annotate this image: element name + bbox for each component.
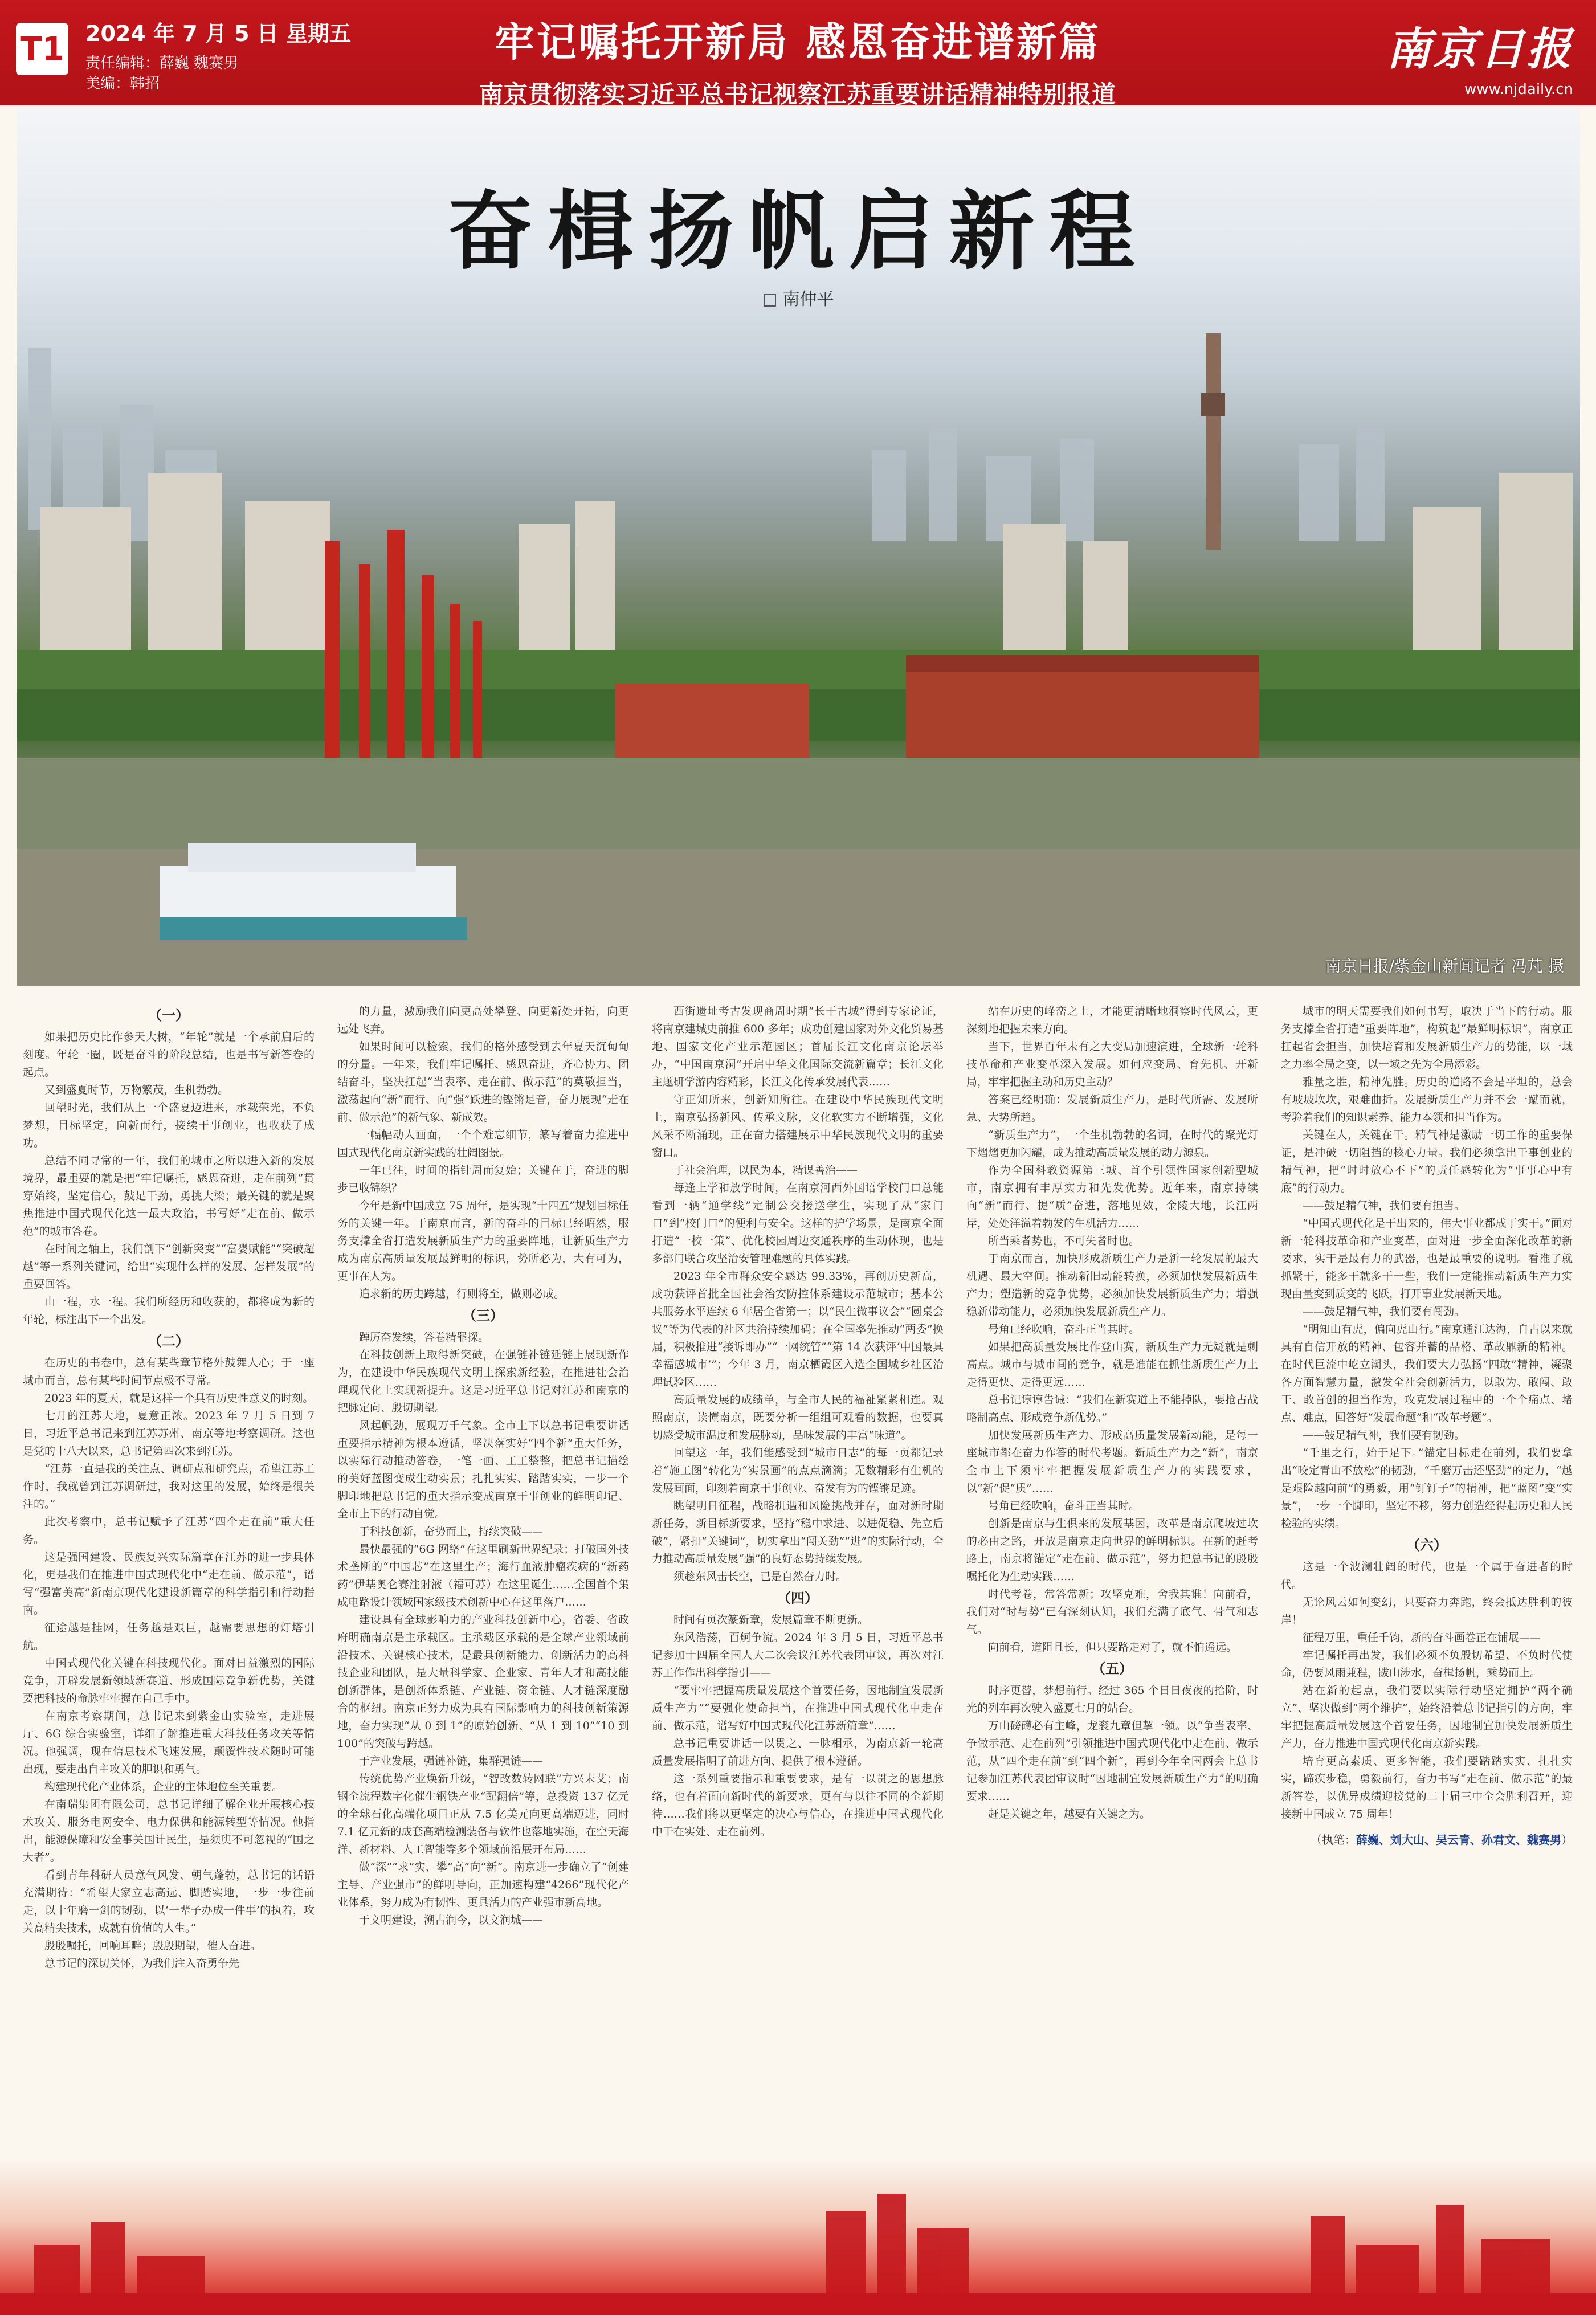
article-paragraph: 无论风云如何变幻，只要奋力奔跑，终会抵达胜利的彼岸！ bbox=[1281, 1596, 1573, 1626]
article-paragraph: 看到青年科研人员意气风发、朝气蓬勃，总书记的话语充满期待：“希望大家立志高远、脚踏实地，一步一步往前走，以十年磨一剑的韧劲，以‘一辈子办成一件事’的执着，攻关高精尖技术，成就有价值的人生。” bbox=[23, 1869, 315, 1934]
article-paragraph: 于南京而言，加快形成新质生产力是新一轮发展的最大机遇、最大空间。推动新旧动能转换，必须加快发展新质生产力；塑造新的竞争优势，必须加快发展新质生产力；增强稳新带动能力，必须加快发展新质生产力。 bbox=[966, 1252, 1258, 1318]
newspaper-logo: 南京日报 bbox=[1386, 23, 1573, 75]
article-paragraph: 号角已经吹响，奋斗正当其时。 bbox=[988, 1500, 1140, 1512]
article-paragraph: 这一系列重要指示和重要要求，是有一以贯之的思想脉络，也有着面向新时代的新要求，更有与以往不同的全新期待……我们将以更坚定的决心与信心，在推进中国式现代化中干在实处、走在前列。 bbox=[652, 1773, 944, 1838]
article-paragraph: 传统优势产业焕新升级，“智改数转网联”方兴未艾；南钢全流程数字化催生钢铁产业“配翻倍”等，总投资 137 亿元的全球石化高端化项目正从 7.5 亿美元向更高端迈进，同时 7.1 亿元新的成套高端检测装备与软件也落地实施，在空天海洋、新材料、人工智能等多个领域前沿展开布局…… bbox=[337, 1773, 629, 1856]
article-paragraph: 于科技创新，奋势而上，持续突破—— bbox=[359, 1525, 544, 1538]
article-paragraph: 建设具有全球影响力的产业科技创新中心，省委、省政府明确南京是主承载区。主承载区承载的是全球产业领域前沿技术、关键核心技术，是最具创新能力、创新活力的高科技企业和团队，是大量科学家、企业家、青年人才和高技能创新群体，是创新体系链、产业链、资金链、人才链深度融合的枢纽。南京正努力成为具有国际影响力的科技创新策源地，奋力实现“从 0 到 1”的原始创新、“从 1 到 10”“10 到 100”的突破与跨越。 bbox=[337, 1614, 629, 1750]
article-paragraph: “要牢牢把握高质量发展这个首要任务，因地制宜发展新质生产力”“要强化使命担当，在推进中国式现代化中走在前、做示范，谱写好中国式现代化江苏新篇章”…… bbox=[652, 1684, 944, 1732]
article-paragraph: 须趁东风击长空，已是自然奋力时。 bbox=[673, 1570, 847, 1583]
article-paragraph: 关键在人，关键在干。精气神是激励一切工作的重要保证，是冲破一切阻挡的核心力量。我们必须拿出干事创业的精气神，把“时时放心不下”的责任感转化为“事事心中有底”的行动力。 bbox=[1281, 1129, 1573, 1194]
article-paragraph: 2023 年全市群众安全感达 99.33%，再创历史新高，成功获评首批全国社会治安防控体系建设示范城市；基本公共服务水平连续 6 年居全省第一；以“民生微事议会”“圆桌会议”等为代表的社区共治持续加码；在全国率先推动“两委”换届，积极推进“接诉即办”“一网统管”“第 14 次获评‘中国最具幸福感城市’”；今年 3 月，南京栖霞区入选全国城乡社区治理试验区…… bbox=[652, 1270, 944, 1389]
article-paragraph: 征程万里，重任千钧，新的奋斗画卷正在铺展—— bbox=[1303, 1631, 1541, 1644]
article-paragraph: 每逢上学和放学时间，在南京河西外国语学校门口总能看到一辆“通学线”定制公交接送学生，实现了从“家门口”到“校门口”的便利与安全。这样的护学场景，是南京全面打造“一校一策”、优化校园周边交通秩序的生动体现，也是多部门联合攻坚治安管理难题的具体实践。 bbox=[652, 1182, 944, 1265]
section-heading: （六） bbox=[1406, 1537, 1447, 1553]
headline: 奋楫扬帆启新程 bbox=[447, 181, 1150, 281]
article-paragraph: 于产业发展，强链补链，集群强链—— bbox=[359, 1755, 544, 1767]
article-paragraph: 又到盛夏时节，万物繁茂，生机勃勃。 bbox=[44, 1084, 229, 1096]
article-paragraph: 这是一个波澜壮阔的时代，也是一个属于奋进者的时代。 bbox=[1281, 1561, 1573, 1591]
article-column-3 bbox=[652, 1003, 944, 2148]
article-paragraph: ——鼓足精气神，我们要有闯劲。 bbox=[1303, 1305, 1466, 1318]
article-paragraph: 号角已经吹响，奋斗正当其时。 bbox=[988, 1323, 1140, 1336]
article-paragraph: 在科技创新上取得新突破，在强链补链延链上展现新作为，在建设中华民族现代文明上探索新经验，在推进社会治理现代化上实现新提升。这是习近平总书记对江苏和南京的把脉定向、殷切期望。 bbox=[337, 1349, 629, 1414]
article-paragraph: 中国式现代化关键在科技现代化。面对日益激烈的国际竞争，开辟发展新领域新赛道、形成国际竞争新优势，关键要把科技的命脉牢牢握在自己手中。 bbox=[23, 1657, 315, 1705]
credits-suffix: ） bbox=[1561, 1833, 1573, 1847]
topic-title: 牢记嘱托开新局 感恩奋进谱新篇 bbox=[494, 19, 1101, 66]
section-heading: （二） bbox=[148, 1333, 189, 1349]
newspaper-brand bbox=[1386, 14, 1573, 98]
article-paragraph: 站在历史的峰峦之上，才能更清晰地洞察时代风云，更深刻地把握未来方向。 bbox=[966, 1005, 1258, 1035]
designer-credit: 美编：韩招 bbox=[85, 75, 160, 92]
article-paragraph: 如果把历史比作参天大树，“年轮”就是一个承前启后的刻度。年轮一圈，既是奋斗的阶段总结，也是书写新答卷的起点。 bbox=[23, 1031, 315, 1079]
article-paragraph: 时代考卷，常答常新；攻坚克难，舍我其谁！向前看，我们对“时与势”已有深刻认知，我们充满了底气、骨气和志气。 bbox=[966, 1588, 1258, 1636]
article-paragraph: 这是强国建设、民族复兴实际篇章在江苏的进一步具体化，更是我们在推进中国式现代化中“走在前、做示范”，谱写“强富美高”新南京现代化建设新篇章的科学指引和行动指南。 bbox=[23, 1551, 315, 1616]
article-paragraph: 守正知所来，创新知所往。在建设中华民族现代文明上，南京弘扬新风、传承文脉，文化软实力不断增强，文化风采不断涌现，正在奋力搭建展示中华民族现代文明的重要窗口。 bbox=[652, 1093, 944, 1159]
article-paragraph: 城市的明天需要我们如何书写，取决于当下的行动。服务支撑全省打造“重要阵地”，构筑起“最鲜明标识”，南京正扛起省会担当，加快培育和发展新质生产力的势能，以一域之力率全局之变，以一域之先为全局添彩。 bbox=[1281, 1005, 1573, 1071]
article-paragraph: 做“深”“求”实、攀“高”向“新”。南京进一步确立了“创建主导、产业强市”的鲜明导向，正加速构建“4266”现代化产业体系，努力成为有韧性、更具活力的产业强市新高地。 bbox=[337, 1861, 629, 1909]
article-paragraph: 一幅幅动人画面，一个个难忘细节，篆写着奋力推进中国式现代化南京新实践的壮阔图景。 bbox=[337, 1129, 629, 1159]
article-paragraph: 此次考察中，总书记赋予了江苏“四个走在前”重大任务。 bbox=[23, 1516, 315, 1546]
article-paragraph: 牢记嘱托再出发，我们必须不负殷切希望、不负时代使命，仍要风雨兼程，跋山涉水，奋楫扬帆，乘势而上。 bbox=[1281, 1649, 1573, 1679]
article-paragraph: 构建现代化产业体系，企业的主体地位至关重要。 bbox=[44, 1781, 283, 1793]
newspaper-url: www.njdaily.cn bbox=[1464, 81, 1573, 98]
article-paragraph: 总书记重要讲话一以贯之、一脉相承，为南京新一轮高质量发展指明了前进方向、提供了根本遵循。 bbox=[652, 1737, 944, 1767]
article-paragraph: 如果把高质量发展比作登山赛，新质生产力无疑就是刺高点。城市与城市间的竞争，就是谁能在抓住新质生产力上走得更快、走得更远…… bbox=[966, 1341, 1258, 1389]
topic-banner bbox=[433, 10, 1162, 110]
byline-author: 南仲平 bbox=[782, 289, 834, 309]
article-column-5 bbox=[1281, 1003, 1573, 2148]
article-paragraph: 站在新的起点，我们要以实际行动坚定拥护“两个确立”、坚决做到“两个维护”，始终沿着总书记指引的方向，牢牢把握高质量发展这个首要任务，因地制宜加快发展新质生产力，奋力推进中国式现代化南京新实践。 bbox=[1281, 1684, 1573, 1750]
credits-names: 薛巍、刘大山、吴云青、孙君文、魏赛男 bbox=[1356, 1833, 1561, 1847]
article-paragraph: 风起帆劲，展现万千气象。全市上下以总书记重要讲话重要指示精神为根本遵循，坚决落实好“四个新”重大任务，以实际行动推动答卷，一笔一画、工工整整，把总书记描绘的美好蓝图变成生动实景；扎扎实实、踏踏实实，一步一个脚印地把总书记的重大指示变成南京干事创业的鲜明印记、全市上下的行动自觉。 bbox=[337, 1419, 629, 1520]
article-paragraph: 当下，世界百年未有之大变局加速演进，全球新一轮科技革命和产业变革深入发展。如何应变局、育先机、开新局，牢牢把握主动和历史主动？ bbox=[966, 1040, 1258, 1088]
section-heading: （四） bbox=[777, 1590, 818, 1606]
article-paragraph: 时序更替，梦想前行。经过 365 个日日夜夜的拾阶，时光的列车再次驶入盛夏七月的站台。 bbox=[966, 1684, 1258, 1714]
article-paragraph: 征途越是挂网，任务越是艰巨，越需要思想的灯塔引航。 bbox=[23, 1622, 315, 1652]
article-paragraph: 西街遗址考古发现商周时期“长干古城”得到专家论证，将南京建城史前推 600 多年；成功创建国家对外文化贸易基地、国家文化产业示范园区；首届长江文化南京论坛举办，“中国南京洞”开启中华文化国际交流新篇章；长江文化主题研学游内容精彩，长江文化传承发展代表…… bbox=[652, 1005, 944, 1088]
article-paragraph: 追求新的历史跨越，行则将至，做则必成。 bbox=[359, 1288, 565, 1300]
section-heading: （一） bbox=[148, 1007, 189, 1023]
article-paragraph: 所当乘者势也，不可失者时也。 bbox=[988, 1235, 1140, 1247]
article-paragraph: 万山磅礴必有主峰，龙衮九章但挈一领。以“争当表率、争做示范、走在前列”引领推进中国式现代化中走在前、做示范，从“四个走在前”到“四个新”，再到今年全国两会上总书记参加江苏代表团审议时“因地制宜发展新质生产力”的明确要求…… bbox=[966, 1720, 1258, 1803]
page-number: T1 bbox=[16, 23, 68, 75]
topic-subtitle: 南京贯彻落实习近平总书记视察江苏重要讲话精神特别报道 bbox=[479, 80, 1116, 108]
article-paragraph: “新质生产力”，一个生机勃勃的名词，在时代的聚光灯下熠熠更加闪耀，成为推动高质量发展的动力源泉。 bbox=[966, 1129, 1258, 1159]
article-column-4 bbox=[966, 1003, 1258, 2148]
edition-meta bbox=[85, 16, 351, 94]
article-paragraph: 在历史的书卷中，总有某些章节格外鼓舞人心；于一座城市而言，总有某些时间节点极不寻常。 bbox=[23, 1357, 315, 1387]
article-body bbox=[23, 1003, 1573, 2148]
article-column-1 bbox=[23, 1003, 315, 2148]
article-paragraph: “明知山有虎，偏向虎山行。”南京通江达海，自古以来就具有自信开放的精神、包容并蓄的品格、革故鼎新的精神。在时代巨流中屹立潮头，我们要大力弘扬“四敢”精神，凝聚各方面智慧力量，激发全社会创新活力，以敢为、敢闯、敢干、敢首创的担当作为，攻克发展过程中的一个个痛点、堵点、难点，回答好“发展命题”和“改革考题”。 bbox=[1281, 1323, 1573, 1424]
article-paragraph: 总书记谆谆告诫：“我们在新赛道上不能掉队，要抢占战略制高点、形成竞争新优势。” bbox=[966, 1394, 1258, 1424]
article-paragraph: 在南瑞集团有限公司，总书记详细了解企业开展核心技术攻关、服务电网安全、电力保供和能源转型等情况。他指出，能源保障和安全事关国计民生，是须臾不可忽视的“国之大者”。 bbox=[23, 1798, 315, 1864]
issue-date: 2024 年 7 月 5 日 星期五 bbox=[85, 21, 352, 46]
article-paragraph: 2023 年的夏天，就是这样一个具有历史性意义的时刻。 bbox=[44, 1392, 314, 1404]
skyline-silhouette bbox=[0, 2159, 1596, 2315]
article-paragraph: 作为全国科教资源第三城、首个引领性国家创新型城市，南京拥有丰厚实力和先发优势。近年来，南京持续向“新”而行、提“质”奋进，落地见效，金陵大地，长江两岸，处处洋溢着勃发的生机活力…… bbox=[966, 1164, 1258, 1230]
article-paragraph: 一年已往，时间的指针周而复始；关键在于，奋进的脚步已收锦织？ bbox=[337, 1164, 629, 1194]
article-paragraph: “江苏一直是我的关注点、调研点和研究点，希望江苏工作时，我就曾到江苏调研过，我对这里的发展，始终是很关注的。” bbox=[23, 1463, 315, 1510]
article-paragraph: 向前看，道阻且长，但只要路走对了，就不怕遥远。 bbox=[988, 1641, 1238, 1653]
article-paragraph: 山一程，水一程。我们所经历和收获的，都将成为新的年轮，标注出下一个出发。 bbox=[23, 1296, 315, 1326]
article-paragraph: 殷殷嘱托，回响耳畔；殷殷期望，催人奋进。 bbox=[44, 1940, 262, 1952]
article-paragraph: ——鼓足精气神，我们要有担当。 bbox=[1303, 1199, 1466, 1212]
article-paragraph: 如果时间可以检索，我们的格外感受到去年夏天沉甸甸的分量。一年来，我们牢记嘱托、感恩奋进，齐心协力、团结奋斗，坚决扛起“当表率、走在前、做示范”的莫敬担当，激荡起向“新”而行、向“强”跃进的铿锵足音，奋力展现“走在前、做示范”的新气象、新成效。 bbox=[337, 1040, 629, 1124]
article-paragraph: 时间有页次篆新章，发展篇章不断更新。 bbox=[673, 1614, 869, 1626]
article-paragraph: 答案已经明确：发展新质生产力，是时代所需、发展所急、大势所趋。 bbox=[966, 1093, 1258, 1124]
author-credits bbox=[1281, 1831, 1573, 1849]
article-paragraph: 眺望明日征程，战略机遇和风险挑战并存，面对新时期新任务，新目标新要求，坚持“稳中求进、以进促稳、先立后破”，紧扣“关键词”，切实拿出“闯关劲”“进”的实际行动，全力推动高质量发展“强”的良好态势持续发展。 bbox=[652, 1500, 944, 1565]
editor-credit: 责任编辑：薛巍 魏赛男 bbox=[85, 55, 239, 72]
article-paragraph: 东风浩荡，百舸争流。2024 年 3 月 5 日，习近平总书记参加十四届全国人大二次会议江苏代表团审议，再次对江苏工作作出科学指引—— bbox=[652, 1631, 944, 1679]
article-paragraph: 高质量发展的成绩单，与全市人民的福祉紧紧相连。观照南京，读懂南京，既要分析一组组可观看的数据，也要真切感受城市温度和发展脉动，品味发展的丰富“味道”。 bbox=[652, 1394, 944, 1442]
article-paragraph: 加快发展新质生产力、形成高质量发展新动能，是每一座城市都在奋力作答的时代考题。新质生产力之“新”，南京全市上下须牢牢把握发展新质生产力的实践要求，以“新”促“质”…… bbox=[966, 1429, 1258, 1495]
article-paragraph: 回望时光，我们从上一个盛夏迈进来，承载荣光，不负梦想，目标坚定，向新而行，接续干事创业，也收获了成功。 bbox=[23, 1101, 315, 1149]
article-paragraph: 今年是新中国成立 75 周年，是实现“十四五”规划目标任务的关键一年。于南京而言，新的奋斗的目标已经昭然，服务支撑全省打造发展新质生产力的重要阵地，让新质生产力成为南京高质量发展最鲜明的标识，势所必为，大有可为，更事在人为。 bbox=[337, 1199, 629, 1283]
article-paragraph: 总结不同寻常的一年，我们的城市之所以进入新的发展境界，最重要的就是把“牢记嘱托，感恩奋进，走在前列”贯穿始终，坚定信心，鼓足干劲，勇挑大梁；最关键的就是聚焦推进中国式现代化这一最大政治，书写好“走在前、做示范”的城市答卷。 bbox=[23, 1154, 315, 1238]
byline bbox=[17, 285, 1580, 310]
article-paragraph: 培育更高素质、更多智能，我们要踏踏实实、扎扎实实，蹄疾步稳，勇毅前行，奋力书写“走在前、做示范”的最新答卷，以优异成绩迎接党的二十届三中全会胜利召开，迎接新中国成立 75 周年！ bbox=[1281, 1755, 1573, 1820]
article-paragraph: 在时间之轴上，我们剖下“创新突变”“富婴赋能”“突破超越”等一系列关键词，给出“实现什么样的发展、怎样发展”的重要回答。 bbox=[23, 1243, 315, 1291]
article-paragraph: 创新是南京与生俱来的发展基因，改革是南京爬坡过坎的必由之路，开放是南京走向世界的鲜明标识。在新的赶考路上，南京将锚定“走在前、做示范”，努力把总书记的殷殷嘱托化为生动实践…… bbox=[966, 1517, 1258, 1583]
article-column-2 bbox=[337, 1003, 629, 2148]
article-paragraph: 的力量，激励我们向更高处攀登、向更新处开拓，向更远处飞奔。 bbox=[337, 1005, 629, 1035]
article-paragraph: 于文明建设，溯古润今，以文润城—— bbox=[359, 1914, 544, 1926]
hero-photo bbox=[17, 108, 1580, 986]
article-paragraph: “中国式现代化是干出来的，伟大事业都成于实干。”面对新一轮科技革命和产业变革，面对进一步全面深化改革的新要求，实干是最有力的武器，也是最重要的说明。看准了就抓紧干，能多干就多干一些，我们一定能推动新质生产力实现由量变到质变的飞跃，打开事业发展新天地。 bbox=[1281, 1217, 1573, 1300]
article-paragraph: “千里之行，始于足下。”锚定目标走在前列，我们要拿出“咬定青山不放松”的韧劲，“千磨万击还坚劲”的定力，“越是艰险越向前”的勇毅，用“钉钉子”的精神，把“蓝图”变“实景”，一步一个脚印，坚定不移，努力创造经得起历史和人民检验的实绩。 bbox=[1281, 1447, 1573, 1530]
article-paragraph: 踔厉奋发续，答卷精罪探。 bbox=[359, 1331, 489, 1344]
article-paragraph: 雅量之胜，精神先胜。历史的道路不会是平坦的，总会有坡坡坎坎，艰难曲折。发展新质生产力并不会一蹴而就，考验着我们的知识素养、能力本领和担当作为。 bbox=[1281, 1076, 1573, 1124]
photo-credit: 南京日报/紫金山新闻记者 冯芃 摄 bbox=[1325, 957, 1564, 975]
article-paragraph: 赶是关键之年，越要有关键之为。 bbox=[988, 1808, 1151, 1820]
article-paragraph: ——鼓足精气神，我们要有韧劲。 bbox=[1303, 1429, 1466, 1442]
footer-skyline-banner bbox=[0, 2159, 1596, 2315]
article-paragraph: 最快最强的“6G 网络”在这里刷新世界纪录；打破国外技术垄断的“中国芯”在这里生产；海行血液肿瘤疾病的“新药药”伊基奥仑赛注射液（福可苏）在这里诞生……全国首个集成电路设计领域国家级技术创新中心在这里落户…… bbox=[337, 1543, 629, 1608]
article-paragraph: 七月的江苏大地，夏意正浓。2023 年 7 月 5 日到 7 日，习近平总书记来到江苏苏州、南京等地考察调研。这也是党的十八大以来，总书记第四次来到江苏。 bbox=[23, 1410, 315, 1457]
masthead bbox=[0, 0, 1596, 108]
section-heading: （三） bbox=[463, 1307, 504, 1324]
article-paragraph: 回望这一年，我们能感受到“城市日志”的每一页都记录着“施工图”转化为“实景画”的点点滴滴；无数精彩有生机的发展画面，印刻着南京干事创业、奋发有为的铿锵足迹。 bbox=[652, 1447, 944, 1495]
article-paragraph: 总书记的深切关怀，为我们注入奋勇争先 bbox=[44, 1957, 240, 1970]
credits-prefix: （执笔： bbox=[1311, 1833, 1356, 1847]
section-heading: （五） bbox=[1092, 1660, 1133, 1677]
article-paragraph: 在南京考察期间，总书记来到紫金山实验室，走进展厅、6G 综合实验室，详细了解推进重大科技任务攻关等情况。他强调，现在信息技术飞速发展，颠覆性技术随时可能出现，要走出自主攻关的胆识和勇气。 bbox=[23, 1710, 315, 1775]
byline-marker-icon bbox=[764, 294, 776, 307]
article-paragraph: 于社会治理，以民为本，精谋善治—— bbox=[673, 1164, 858, 1177]
